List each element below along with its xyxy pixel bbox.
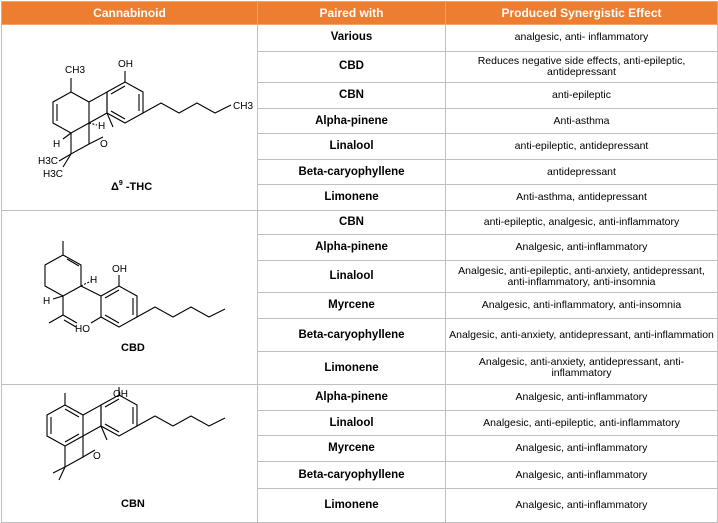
effect-cell: Analgesic, anti-epileptic, anti-anxiety, antidepressant, anti-inflammatory, anti-insomnia (446, 260, 718, 293)
paired-cell: Limonene (258, 488, 446, 522)
effect-cell: Analgesic, anti-inflammatory (446, 488, 718, 522)
thc-pentyl-label: CH3 (232, 101, 253, 112)
effect-cell: Analgesic, anti-inflammatory, anti-insomnia (446, 293, 718, 318)
thc-h1-label: H (97, 121, 105, 132)
cbd-h1-label: H (89, 275, 97, 286)
paired-cell: CBN (258, 83, 446, 109)
synergy-table-document (1, 1, 717, 520)
effect-cell: Analgesic, anti-anxiety, antidepressant, anti-inflammation (446, 318, 718, 352)
thc-structure (3, 25, 257, 207)
effect-cell: Analgesic, anti-inflammatory (446, 235, 718, 260)
effect-cell: Analgesic, anti-inflammatory (446, 462, 718, 489)
cbd-oh2-label: HO (74, 324, 90, 335)
paired-cell: Alpha-pinene (258, 235, 446, 260)
cbd-name-label: CBD (120, 342, 145, 354)
paired-cell: Limonene (258, 185, 446, 211)
effect-cell: Analgesic, anti-inflammatory (446, 436, 718, 462)
cbd-h2-label: H (42, 296, 50, 307)
effect-cell: anti-epileptic, antidepressant (446, 134, 718, 160)
header-effect: Produced Synergistic Effect (446, 2, 718, 25)
paired-cell: Limonene (258, 352, 446, 385)
cbn-name-label: CBN (120, 498, 145, 510)
header-cannabinoid: Cannabinoid (2, 2, 258, 25)
cbn-structure-cell (2, 385, 258, 523)
header-row (2, 2, 718, 25)
thc-methyl-label: CH3 (64, 65, 85, 76)
paired-cell: Linalool (258, 410, 446, 436)
effect-cell: Anti-asthma (446, 108, 718, 134)
synergy-table (1, 1, 718, 523)
thc-ch3b-label: H3C (42, 169, 63, 180)
effect-cell: anti-epileptic (446, 83, 718, 109)
effect-cell: Analgesic, anti-inflammatory (446, 385, 718, 411)
paired-cell: Myrcene (258, 436, 446, 462)
paired-cell: Beta-caryophyllene (258, 318, 446, 352)
paired-cell: CBN (258, 211, 446, 235)
effect-cell: anti-epileptic, analgesic, anti-inflammatory (446, 211, 718, 235)
effect-cell: Anti-asthma, antidepressant (446, 185, 718, 211)
thc-structure-cell (2, 25, 258, 211)
paired-cell: CBD (258, 51, 446, 83)
paired-cell: Beta-caryophyllene (258, 159, 446, 185)
cbn-structure (3, 385, 257, 519)
cbd-structure-cell (2, 211, 258, 385)
effect-cell: Analgesic, anti-anxiety, antidepressant, anti-inflammatory (446, 352, 718, 385)
thc-oh-label: OH (117, 59, 133, 70)
cbd-structure (3, 211, 257, 381)
header-paired-with: Paired with (258, 2, 446, 25)
table-row (2, 25, 718, 52)
effect-cell: Analgesic, anti-epileptic, anti-inflammatory (446, 410, 718, 436)
effect-cell: analgesic, anti- inflammatory (446, 25, 718, 52)
paired-cell: Alpha-pinene (258, 108, 446, 134)
table-row (2, 211, 718, 235)
thc-name-label: $\Delta^9$ -THC (110, 180, 152, 193)
paired-cell: Beta-caryophyllene (258, 462, 446, 489)
paired-cell: Various (258, 25, 446, 52)
cbn-oh-label: OH (112, 389, 128, 400)
cbd-oh1-label: OH (111, 264, 127, 275)
thc-h2-label: H (52, 139, 60, 150)
thc-o-label: O (99, 139, 108, 150)
paired-cell: Alpha-pinene (258, 385, 446, 411)
cbn-o-label: O (92, 451, 101, 462)
paired-cell: Myrcene (258, 293, 446, 318)
effect-cell: Reduces negative side effects, anti-epileptic, antidepressant (446, 51, 718, 83)
paired-cell: Linalool (258, 260, 446, 293)
effect-cell: antidepressant (446, 159, 718, 185)
paired-cell: Linalool (258, 134, 446, 160)
table-row (2, 385, 718, 411)
thc-ch3a-label: H3C (37, 156, 58, 167)
